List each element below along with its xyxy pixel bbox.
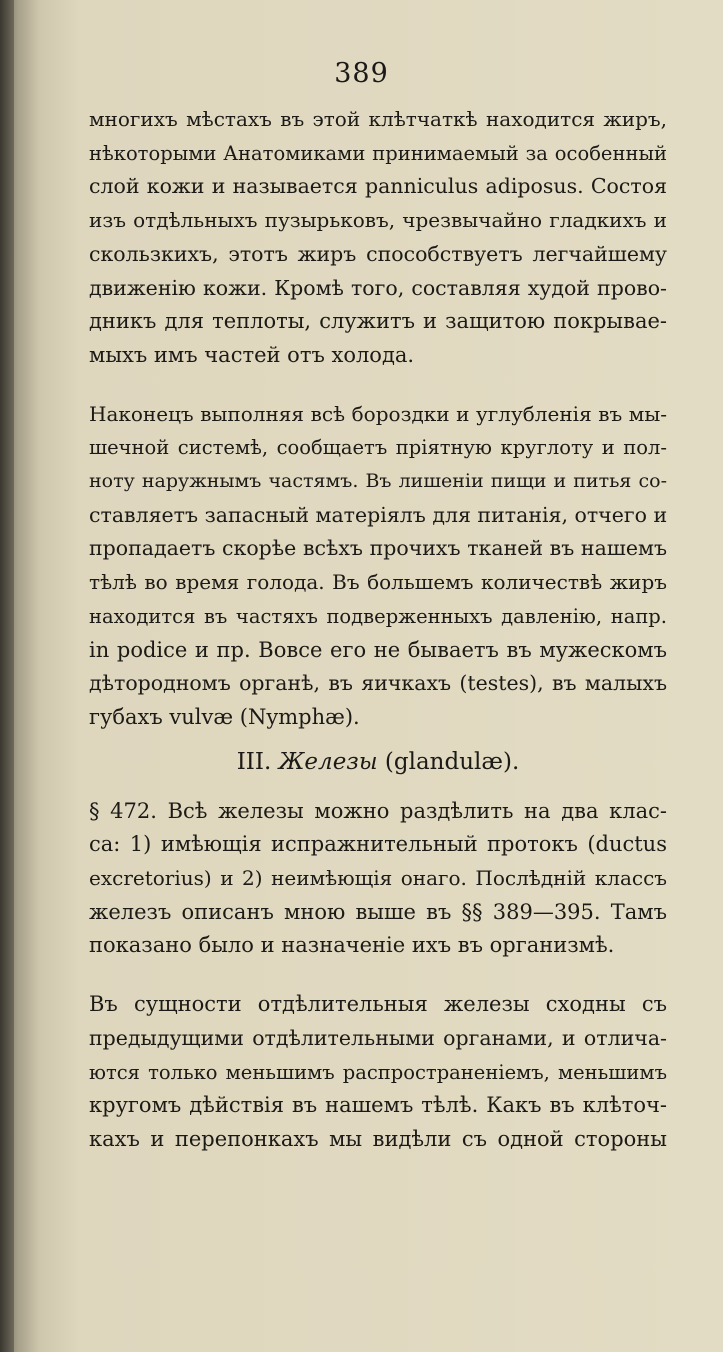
- text-line: ются только меньшимъ распространеніемъ, меньшимъ: [89, 1060, 667, 1084]
- text-line: многихъ мѣстахъ въ этой клѣтчаткѣ находится жиръ,: [89, 107, 667, 131]
- body-text: [89, 103, 667, 1157]
- text-line: тѣлѣ во время голода. Въ большемъ количествѣ жиръ: [89, 570, 667, 595]
- text-line: дѣтородномъ органѣ, въ яичкахъ (testes), въ малыхъ: [89, 671, 667, 696]
- text-line: железъ описанъ мною выше въ §§ 389—395. Тамъ: [89, 899, 667, 924]
- paragraph-4: [89, 988, 667, 1157]
- text-line: слой кожи и называется panniculus adiposus. Состоя: [89, 174, 667, 199]
- text-line: скользкихъ, этотъ жиръ способствуетъ легчайшему: [89, 241, 667, 266]
- page-number: 389: [334, 58, 389, 89]
- text-line: кругомъ дѣйствія въ нашемъ тѣлѣ. Какъ въ клѣточ-: [89, 1093, 667, 1118]
- text-line: са: 1) имѣющія испражнительный протокъ (ductus: [89, 832, 667, 857]
- section-title: Железы: [278, 748, 378, 775]
- text-line: движенію кожи. Кромѣ того, составляя худой прово-: [89, 275, 667, 300]
- text-line: in podice и пр. Вовсе его не бываетъ въ мужескомъ: [89, 637, 667, 662]
- text-line: ставляетъ запасный матеріялъ для питанія, отчего и: [89, 502, 668, 527]
- text-line: § 472. Всѣ железы можно раздѣлить на два клас-: [89, 798, 667, 823]
- text-line: находится въ частяхъ подверженныхъ давленію, напр.: [89, 604, 667, 628]
- text-line: Въ сущности отдѣлительныя железы сходны съ: [89, 992, 667, 1017]
- text-line: мыхъ имъ частей отъ холода.: [89, 342, 415, 367]
- text-line: показано было и назначеніе ихъ въ организмѣ.: [89, 933, 615, 958]
- paragraph-3: [89, 795, 667, 964]
- text-line: изъ отдѣльныхъ пузырьковъ, чрезвычайно гладкихъ и: [89, 208, 667, 233]
- text-line: ноту наружнымъ частямъ. Въ лишеніи пищи и питья со-: [89, 470, 667, 493]
- text-line: шечной системѣ, сообщаетъ пріятную круглоту и пол-: [89, 436, 667, 460]
- book-spine-shadow: [0, 0, 14, 1352]
- text-line: excretorius) и 2) неимѣющія онаго. Послѣдній классъ: [89, 866, 667, 891]
- text-line: Наконецъ выполняя всѣ бороздки и углубленія въ мы-: [89, 401, 667, 426]
- paragraph-2: [89, 398, 667, 735]
- text-line: дникъ для теплоты, служитъ и защитою покрывае-: [89, 309, 667, 334]
- text-line: кахъ и перепонкахъ мы видѣли съ одной стороны: [89, 1126, 667, 1151]
- text-line: губахъ vulvæ (Nymphæ).: [89, 704, 360, 729]
- text-line: пропадаетъ скорѣе всѣхъ прочихъ тканей въ нашемъ: [89, 536, 667, 561]
- section-number: III.: [236, 748, 272, 775]
- text-line: предыдущими отдѣлительными органами, и отлича-: [89, 1025, 667, 1050]
- section-heading: [89, 741, 667, 783]
- paragraph-1: [89, 103, 667, 373]
- section-latin-title: (glandulæ).: [384, 748, 520, 775]
- text-line: нѣкоторыми Анатомиками принимаемый за особенный: [89, 141, 667, 165]
